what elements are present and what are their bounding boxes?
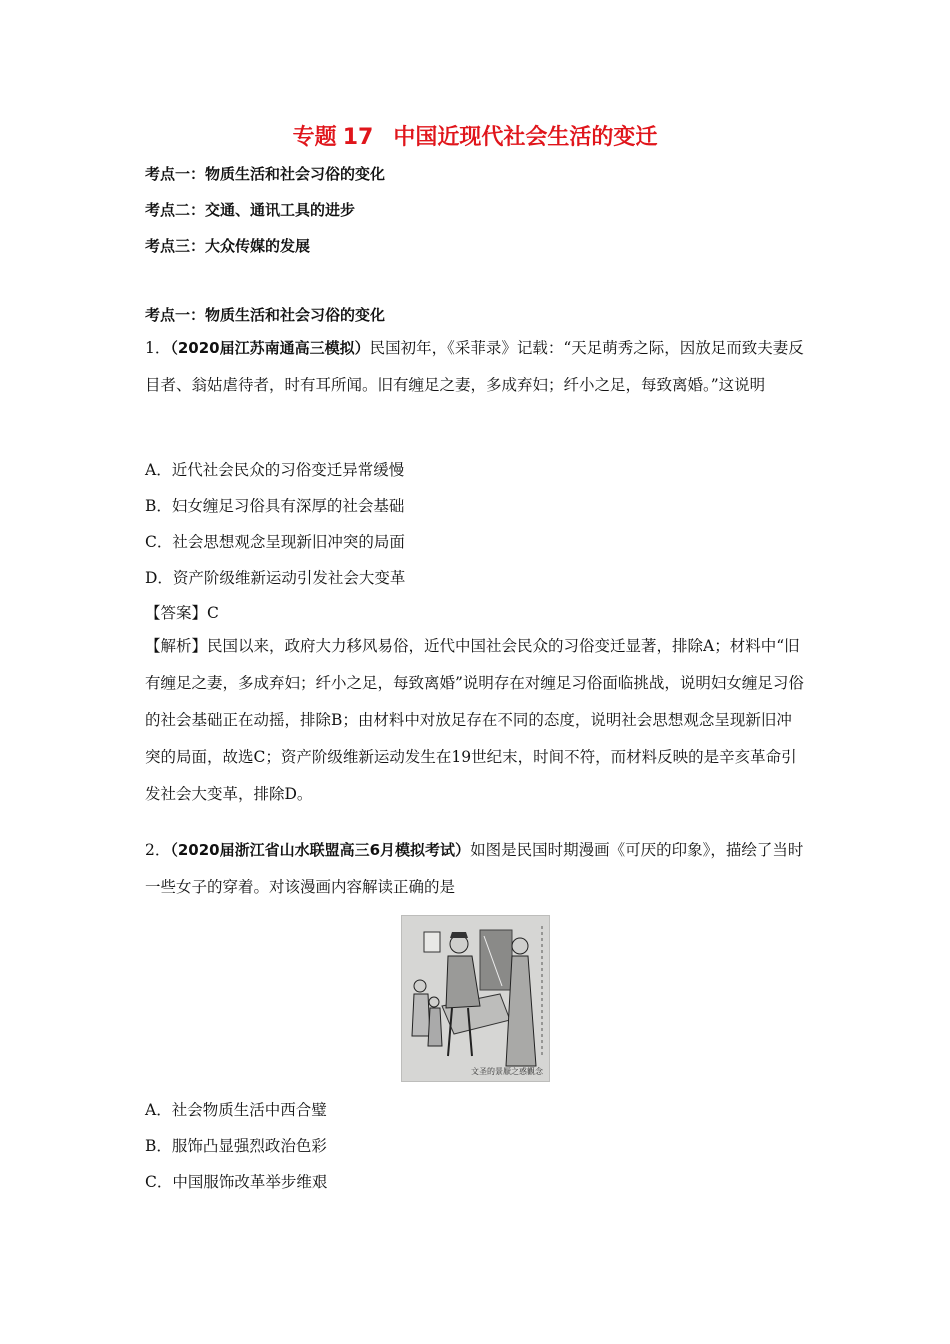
question-number: 1． xyxy=(145,339,171,357)
cartoon-illustration xyxy=(402,916,549,1081)
toc-item-1: 考点一：物质生活和社会习俗的变化 xyxy=(145,165,386,183)
title-text: 中国近现代社会生活的变迁 xyxy=(393,125,658,150)
section-heading: 考点一：物质生活和社会习俗的变化 xyxy=(145,306,386,324)
question-1-stem xyxy=(145,330,805,404)
q1-option-b: B．妇女缠足习俗具有深厚的社会基础 xyxy=(145,497,405,515)
q2-option-b: B．服饰凸显强烈政治色彩 xyxy=(145,1137,327,1155)
q2-option-c: C．中国服饰改革举步维艰 xyxy=(145,1173,328,1191)
q2-option-a: A．社会物质生活中西合璧 xyxy=(145,1101,327,1119)
question-number: 2． xyxy=(145,841,171,859)
q1-option-a: A．近代社会民众的习俗变迁异常缓慢 xyxy=(145,461,405,479)
question-text: 民国初年，《采菲录》记载：“天足萌秀之际，因放足而致夫妻反目者、翁姑虐待者，时有耳所闻。旧有缠足之妻，多成弃妇；纤小之足，每致离婚。”这说明 xyxy=(145,339,804,394)
cartoon-figure xyxy=(401,915,550,1082)
q1-answer: 【答案】C xyxy=(145,604,219,622)
question-source: （2020届浙江省山水联盟高三6月模拟考试） xyxy=(170,841,471,859)
q1-option-d: D．资产阶级维新运动引发社会大变革 xyxy=(145,569,406,587)
question-2-stem xyxy=(145,832,805,906)
toc-item-2: 考点二：交通、通讯工具的进步 xyxy=(145,201,356,219)
title-prefix: 专题 xyxy=(292,125,337,150)
q1-analysis: 【解析】民国以来，政府大力移风易俗，近代中国社会民众的习俗变迁显著，排除A；材料中“旧有缠足之妻，多成弃妇；纤小之足，每致离婚”说明存在对缠足习俗面临挑战，说明妇女缠足习俗的社会基础正在动摇，排除B；由材料中对放足存在不同的态度，说明社会思想观念呈现新旧冲突的局面，故选C；资产阶级维新运动发生在19世纪末，时间不符，而材料反映的是辛亥革命引发社会大变革，排除D。 xyxy=(145,637,804,803)
page-title xyxy=(0,120,950,151)
figure-caption: 文圣的景厭之惑觀念 xyxy=(471,1067,543,1076)
question-text: 如图是民国时期漫画《可厌的印象》，描绘了当时一些女子的穿着。对该漫画内容解读正确的是 xyxy=(145,841,804,896)
q1-option-c: C．社会思想观念呈现新旧冲突的局面 xyxy=(145,533,405,551)
toc-item-3: 考点三：大众传媒的发展 xyxy=(145,237,311,255)
question-source: （2020届江苏南通高三模拟） xyxy=(170,339,370,357)
title-number: 17 xyxy=(342,125,374,150)
